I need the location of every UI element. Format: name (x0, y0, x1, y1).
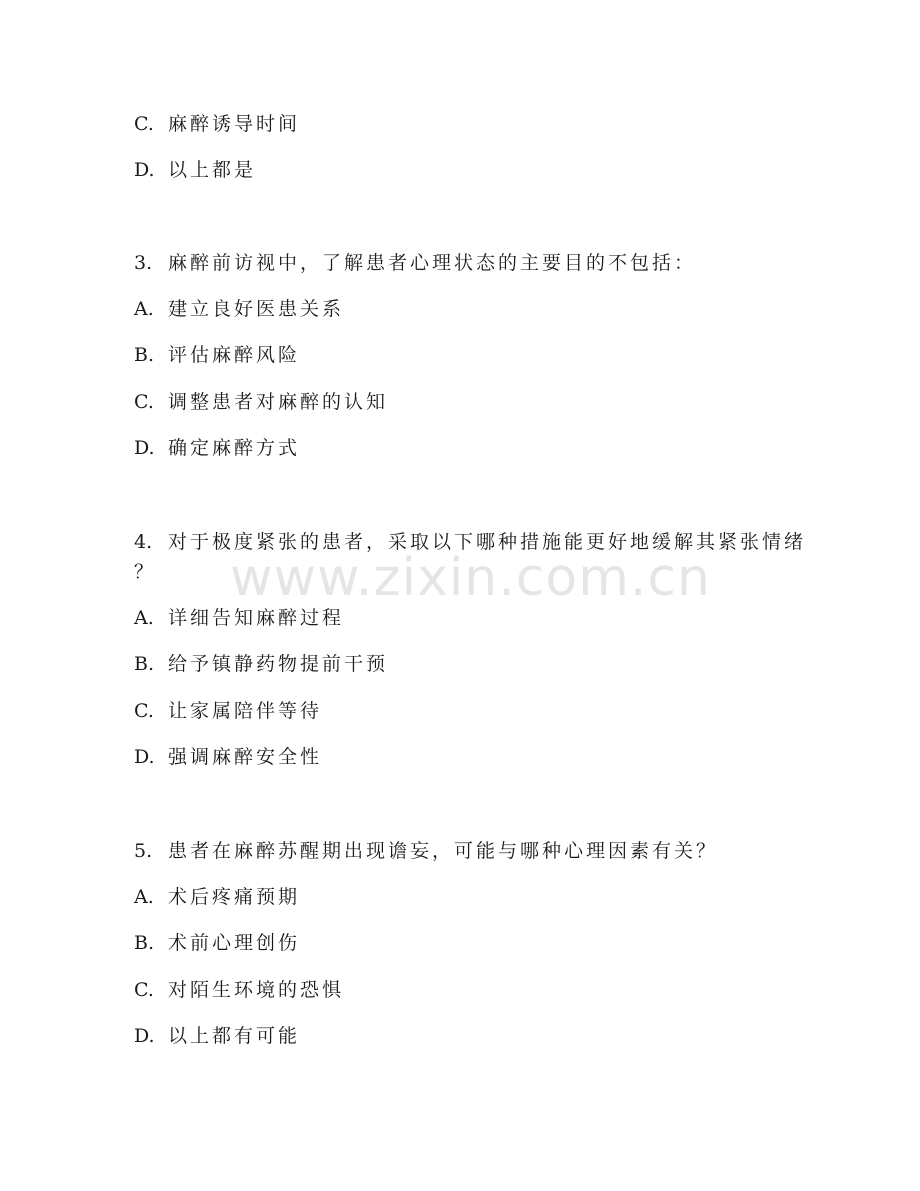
option-label: C. (134, 700, 154, 722)
option-label: D. (134, 437, 155, 459)
question-number: 4. (134, 531, 153, 553)
option-text: 给予镇静药物提前干预 (168, 653, 389, 675)
q2-option-c (134, 112, 800, 136)
q4-stem-continuation (134, 560, 800, 584)
q3-stem (134, 251, 800, 275)
option-text: 强调麻醉安全性 (168, 746, 323, 768)
question-text: 对于极度紧张的患者，采取以下哪种措施能更好地缓解其紧张情绪 (168, 531, 807, 553)
option-text: 对陌生环境的恐惧 (168, 979, 345, 1001)
option-text: 以上都是 (168, 159, 257, 181)
option-label: D. (134, 746, 155, 768)
q4-option-a (134, 606, 800, 630)
q4-option-d (134, 745, 800, 769)
q5-option-d (134, 1024, 800, 1048)
q3-option-a (134, 297, 800, 321)
option-label: B. (134, 653, 155, 675)
q3-option-c (134, 390, 800, 414)
option-label: C. (134, 391, 154, 413)
q5-option-a (134, 885, 800, 909)
question-number: 3. (134, 252, 153, 274)
option-text: 麻醉诱导时间 (168, 113, 301, 135)
q2-option-d (134, 158, 800, 182)
option-text: 建立良好医患关系 (168, 298, 345, 320)
q5-option-c (134, 978, 800, 1002)
q4-option-b (134, 652, 800, 676)
option-text: 术前心理创伤 (168, 932, 301, 954)
option-text: 详细告知麻醉过程 (168, 607, 345, 629)
option-label: A. (134, 607, 154, 629)
option-text: 调整患者对麻醉的认知 (168, 391, 389, 413)
option-label: B. (134, 344, 155, 366)
q3-option-d (134, 436, 800, 460)
option-label: B. (134, 932, 155, 954)
option-text: 以上都有可能 (168, 1025, 301, 1047)
question-number: 5. (134, 840, 153, 862)
option-label: A. (134, 298, 154, 320)
option-text: 术后疼痛预期 (168, 886, 301, 908)
question-text-cont: ？ (134, 561, 157, 583)
q3-option-b (134, 343, 800, 367)
option-label: D. (134, 1025, 155, 1047)
q4-stem (134, 530, 807, 554)
option-label: C. (134, 979, 154, 1001)
option-label: D. (134, 159, 155, 181)
option-label: A. (134, 886, 154, 908)
option-text: 评估麻醉风险 (168, 344, 301, 366)
q5-option-b (134, 931, 800, 955)
q5-stem (134, 839, 800, 863)
q4-option-c (134, 699, 800, 723)
question-text: 麻醉前访视中，了解患者心理状态的主要目的不包括： (168, 252, 697, 274)
watermark: www.zixin.com.cn (230, 548, 711, 608)
option-label: C. (134, 113, 154, 135)
option-text: 让家属陪伴等待 (168, 700, 323, 722)
option-text: 确定麻醉方式 (168, 437, 301, 459)
question-text: 患者在麻醉苏醒期出现谵妄，可能与哪种心理因素有关？ (168, 840, 719, 862)
